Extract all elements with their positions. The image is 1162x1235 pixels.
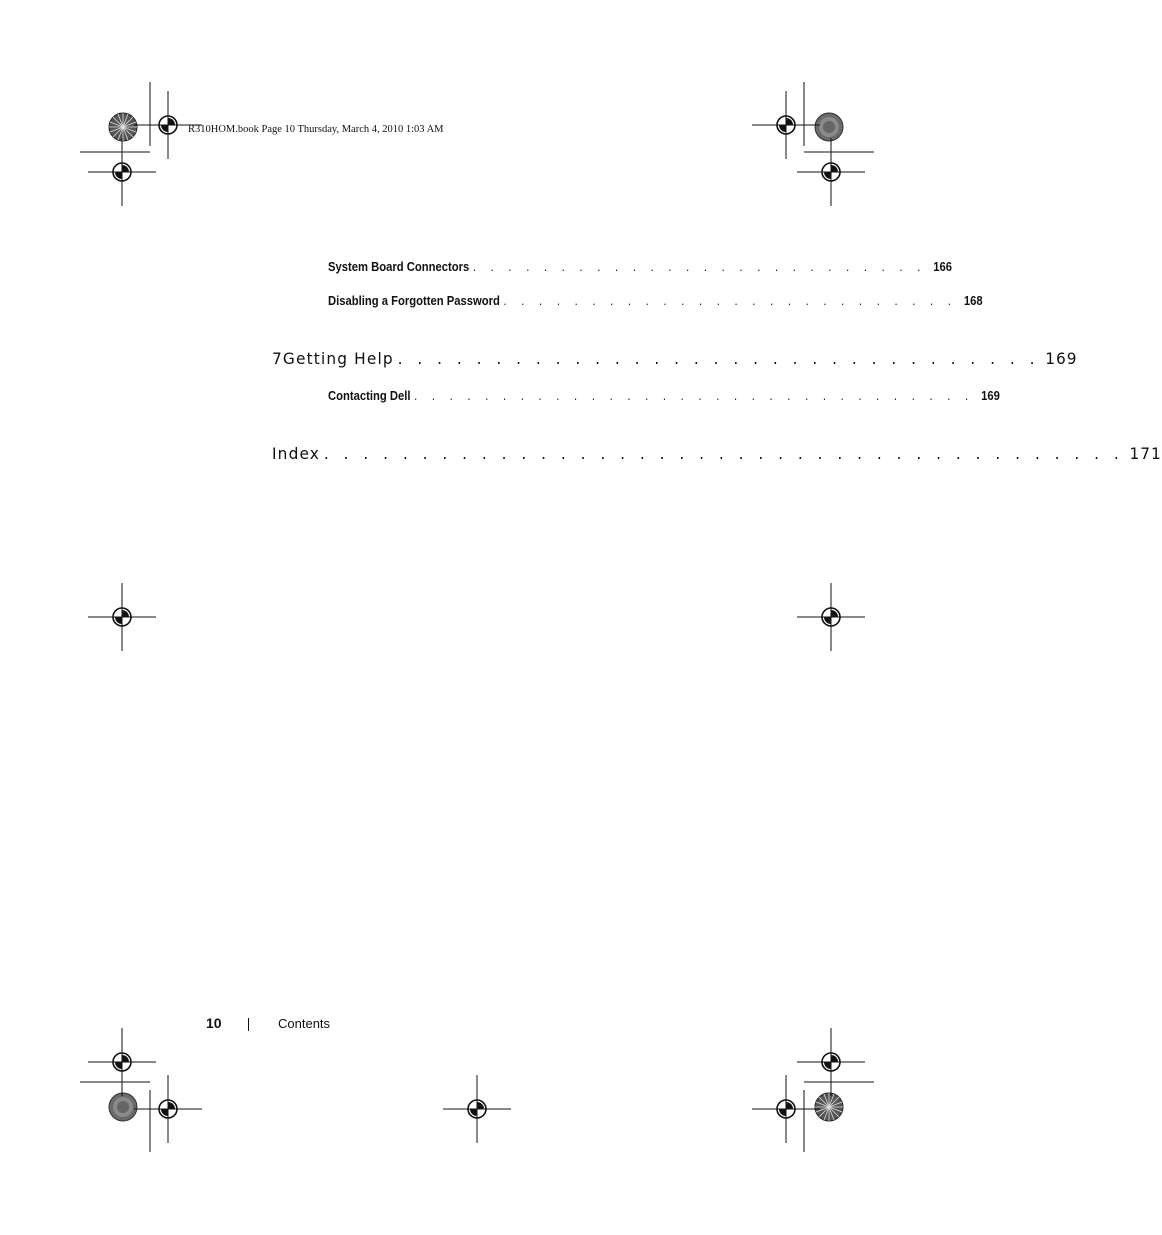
toc-chapter-page: 169: [1045, 349, 1078, 368]
toc-entry-title: System Board Connectors: [328, 260, 470, 274]
toc-entry-page: 166: [933, 260, 953, 274]
toc-leader-dots: . . . . . . . . . . . . . . . . . . . . . . . . . . . . . . . . .: [397, 349, 1040, 368]
toc-entry-contacting-dell[interactable]: [328, 389, 1000, 403]
toc-chapter-title: Getting Help: [282, 349, 394, 368]
footer-section-label: Contents: [278, 1016, 331, 1031]
toc-index[interactable]: [272, 444, 1162, 463]
toc-index-page: 171: [1129, 444, 1162, 463]
toc-leader-dots: . . . . . . . . . . . . . . . . . . . . . . . . . .: [472, 260, 927, 274]
toc-entry-page: 168: [963, 294, 983, 308]
toc-leader-dots: . . . . . . . . . . . . . . . . . . . . . . . . . .: [503, 294, 957, 308]
toc-leader-dots: . . . . . . . . . . . . . . . . . . . . . . . . . . . . . . . .: [414, 389, 974, 403]
footer-page-number: 10: [206, 1015, 222, 1031]
toc-leader-dots: . . . . . . . . . . . . . . . . . . . . . . . . . . . . . . . . . . . . . . . . .: [323, 444, 1124, 463]
toc-index-title: Index: [272, 444, 321, 463]
toc-entry-disabling-forgotten-password[interactable]: [328, 294, 983, 308]
toc-chapter-getting-help[interactable]: [272, 349, 1078, 368]
toc-entry-title: Disabling a Forgotten Password: [328, 294, 500, 308]
footer-separator: [248, 1018, 249, 1031]
toc-chapter-number: 7: [272, 349, 283, 368]
toc-entry-page: 169: [981, 389, 1000, 403]
toc-entry-title: Contacting Dell: [328, 389, 411, 403]
printer-slug-line: R310HOM.book Page 10 Thursday, March 4, 2010 1:03 AM: [188, 124, 444, 135]
toc-entry-system-board-connectors[interactable]: [328, 260, 953, 274]
